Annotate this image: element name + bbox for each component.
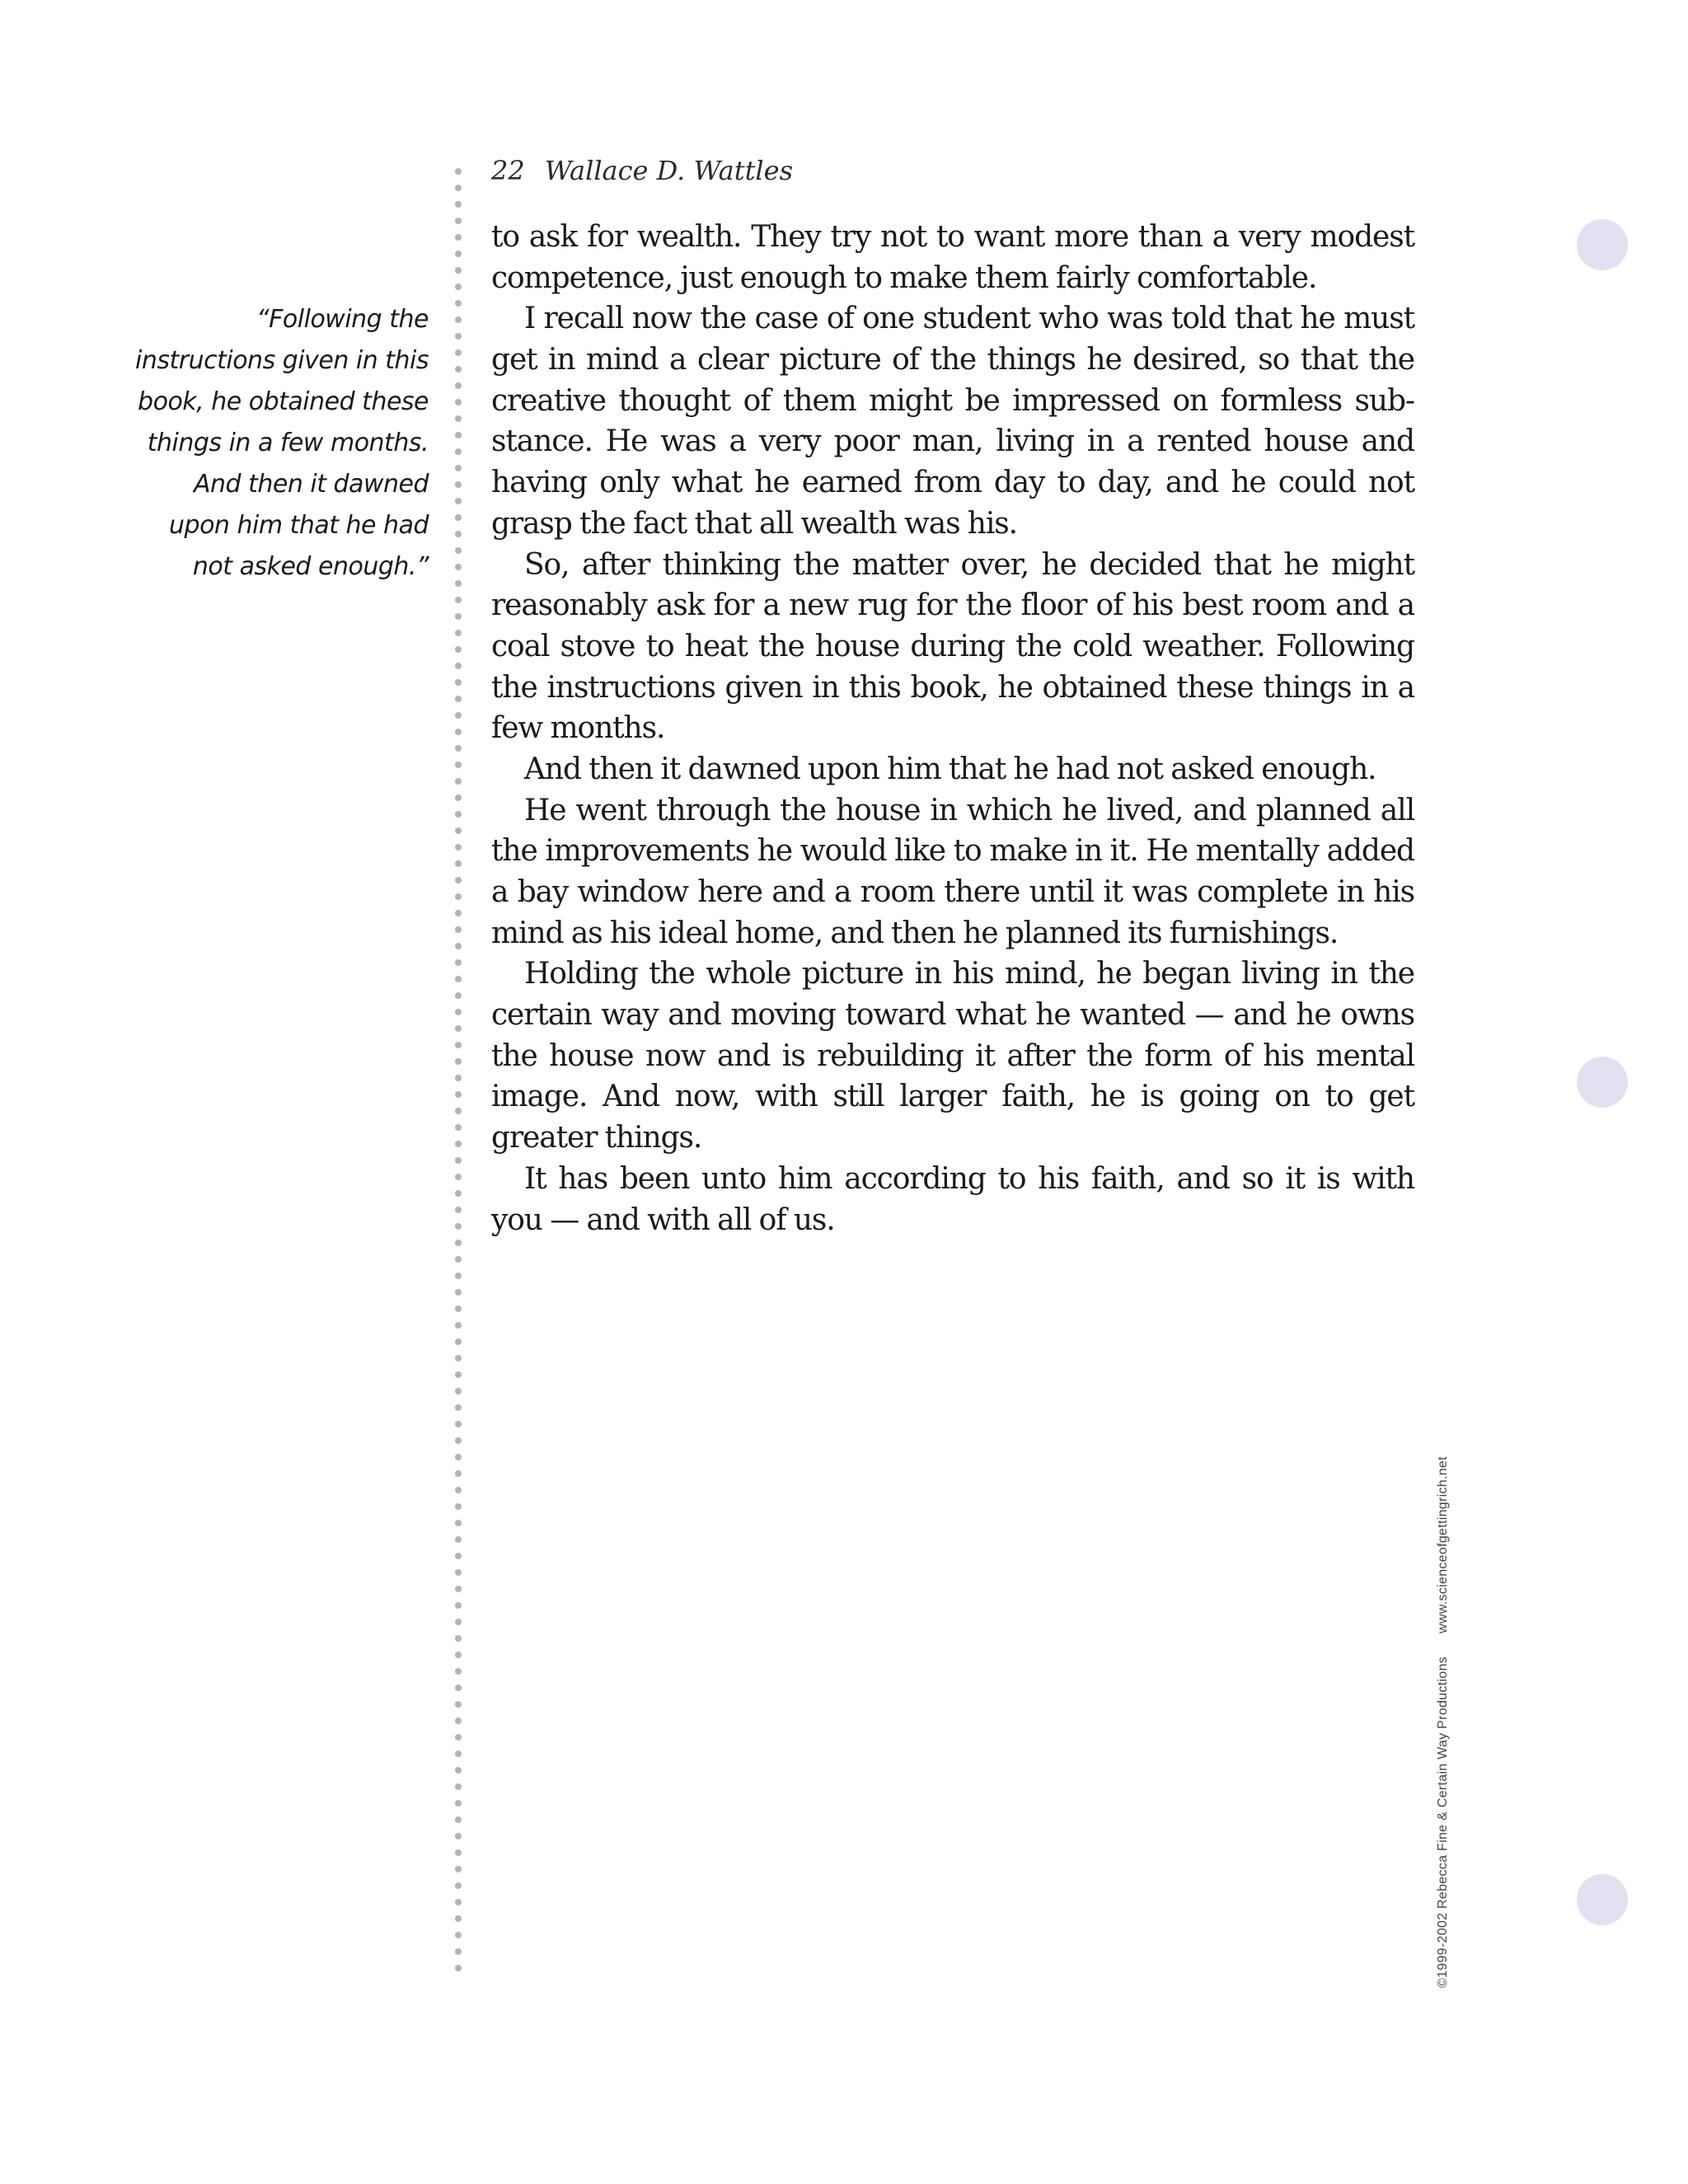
- text-line: He went through the house in which he lived, and planned all: [524, 793, 1414, 827]
- page-number: 22: [491, 155, 525, 186]
- paragraph: [491, 790, 1414, 954]
- pull-quote-line: “Following the: [256, 305, 429, 334]
- text-line: the instructions given in this book, he obtained these things in a: [491, 670, 1414, 705]
- text-line: coal stove to heat the house during the cold weather. Following: [491, 629, 1414, 663]
- dotted-margin-rule: [453, 163, 463, 1981]
- pull-quote-line: not asked enough.”: [192, 552, 429, 581]
- text-line: get in mind a clear picture of the things he desired, so that the: [491, 343, 1414, 377]
- text-line: a bay window here and a room there until it was complete in his: [491, 875, 1414, 909]
- text-line: reasonably ask for a new rug for the floor of his best room and a: [491, 588, 1414, 623]
- text-line: mind as his ideal home, and then he planned its furnishings.: [491, 916, 1339, 950]
- paragraph: [491, 749, 1414, 790]
- paragraph: [491, 545, 1414, 749]
- binder-hole: [1577, 1874, 1628, 1925]
- binder-hole: [1577, 1057, 1628, 1108]
- text-line: the house now and is rebuilding it after the form of his mental: [491, 1038, 1414, 1073]
- body-text: [491, 217, 1414, 1240]
- text-line: It has been unto him according to his faith, and so it is with: [524, 1161, 1414, 1196]
- paragraph: [491, 298, 1414, 544]
- text-line: to ask for wealth. They try not to want more than a very modest: [491, 220, 1414, 254]
- text-line: grasp the fact that all wealth was his.: [491, 506, 1018, 541]
- text-line: the improvements he would like to make in it. He mentally added: [491, 834, 1414, 869]
- website-url: www.scienceofgettingrich.net: [1436, 1456, 1450, 1633]
- text-line: So, after thinking the matter over, he decided that he might: [524, 547, 1414, 582]
- text-line: And then it dawned upon him that he had not asked enough.: [524, 752, 1376, 786]
- copyright-notice: [1436, 1456, 1451, 1988]
- author-name: Wallace D. Wattles: [544, 155, 794, 186]
- paragraph: [491, 217, 1414, 298]
- pull-quote-line: And then it dawned: [193, 470, 429, 499]
- running-head: [491, 155, 793, 186]
- pull-quote: [115, 299, 429, 588]
- text-line: stance. He was a very poor man, living in a rented house and: [491, 424, 1414, 459]
- text-line: few months.: [491, 711, 665, 746]
- text-line: certain way and moving toward what he wanted — and he owns: [491, 998, 1414, 1033]
- copyright-text: ©1999-2002 Rebecca Fine & Certain Way Productions: [1436, 1656, 1450, 1988]
- text-line: image. And now, with still larger faith, he is going on to get: [491, 1080, 1414, 1114]
- text-line: having only what he earned from day to day, and he could not: [491, 466, 1414, 500]
- text-line: you — and with all of us.: [491, 1202, 835, 1237]
- pull-quote-line: instructions given in this: [135, 346, 429, 375]
- pull-quote-line: things in a few months.: [147, 429, 429, 457]
- paragraph: [491, 954, 1414, 1158]
- text-line: greater things.: [491, 1121, 702, 1155]
- paragraph: [491, 1159, 1414, 1240]
- text-line: creative thought of them might be impressed on formless sub-: [491, 383, 1414, 418]
- binder-hole: [1577, 219, 1628, 270]
- text-line: I recall now the case of one student who was told that he must: [524, 302, 1414, 336]
- pull-quote-line: book, he obtained these: [138, 387, 429, 416]
- text-line: Holding the whole picture in his mind, he began living in the: [524, 957, 1414, 991]
- text-line: competence, just enough to make them fairly comfortable.: [491, 260, 1317, 295]
- pull-quote-line: upon him that he had: [169, 511, 429, 540]
